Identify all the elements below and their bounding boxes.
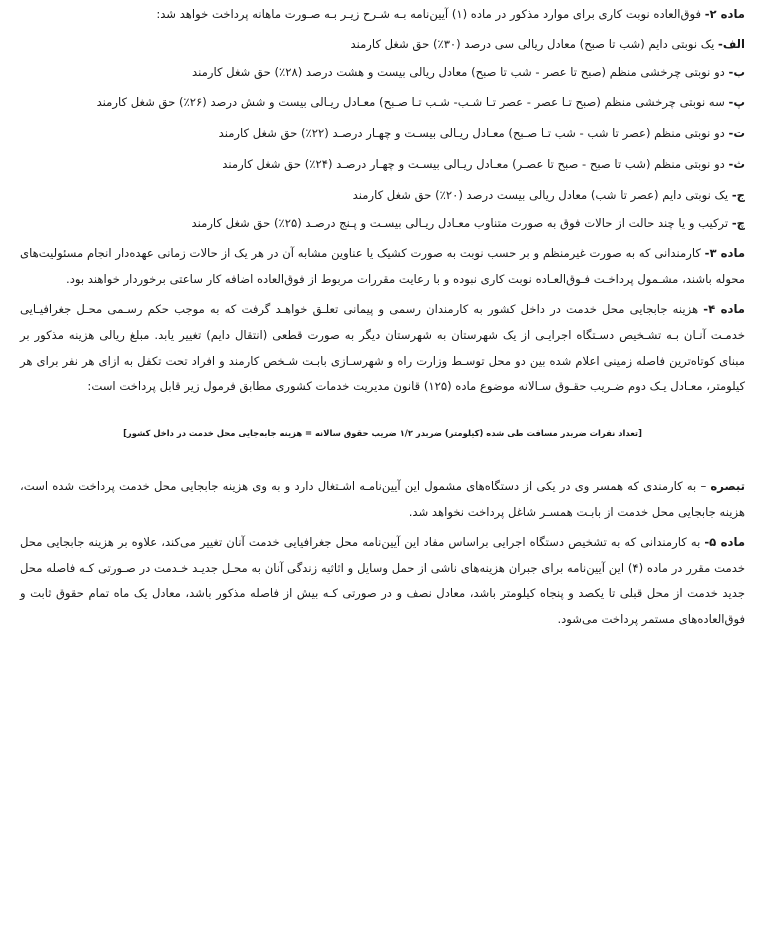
paragraph-label: ماده ۵- bbox=[704, 534, 745, 549]
paragraph-text: دو نوبتی منظم (عصر تا شب - شب تـا صـبح) معـادل ریـالی بیسـت و چهـار درصـد (۲۲٪) حق شغل کارمند bbox=[218, 126, 729, 141]
paragraph-text: ترکیب و یا چند حالت از حالات فوق به صورت متناوب معـادل ریـالی بیسـت و پـنج درصـد (۲۵٪) حق شغل کارمند bbox=[191, 215, 732, 230]
paragraph-text: یک نوبتی دایم (عصر تا شب) معادل ریالی بیست درصد (۲۰٪) حق شغل کارمند bbox=[352, 187, 732, 202]
paragraph-text: فوق‌العاده نوبت کاری برای موارد مذکور در ماده (۱) آیین‌نامه بـه شـرح زیـر بـه صـورت ماهانه پرداخت خواهد شد: bbox=[156, 7, 705, 21]
paragraph-text: – به کارمندی که همسر وی در یکی از دستگاه‌های مشمول این آیین‌نامـه اشـتغال دارد و به وی هزینه جابجایی محل خدمت پرداخت شده است، هزینه جابجایی محل خدمت از بابـت همسـر شاغل پرداخت نخواهد شد. bbox=[20, 479, 745, 519]
paragraph-text: هزینه جابجایی محل خدمت در داخل کشور به کارمندان رسمی و پیمانی تعلـق خواهـد گرفت که به موجب حکم رسـمی محـل جغرافیـایی خدمـت آنـان بـه تشـخیص دسـتگاه اجرایـی از یک شهرستان به شهرستان دیگر به صورت قطعی (انتقال دایم) تغییر یابد. مبلغ ریالی هزینه مذکور بر مبنای کوتاه‌ترین فاصله زمینی اعلام شده بین دو محل توسـط وزارت راه و شهرسـازی بابـت شـخص کارمند و افراد تحت تکفل به ازای هر نفر برای هر کیلومتر، معـادل یـک دوم ضـریب حقـوق سـالانه موضوع ماده (۱۲۵) قانون مدیریت خدمات کشوری مطابق فرمول زیر قابل پرداخت است: bbox=[20, 301, 745, 394]
paragraph-label: ج- bbox=[731, 187, 745, 202]
clause-che bbox=[20, 211, 745, 237]
paragraph-text: کارمندانی که به صورت غیرمنظم و بر حسب نوبت به صورت کشیک یا عناوین مشابه آن در هر یک از حالات زمانی عهده‌دار انجام مسئولیت‌های محوله باشند، مشـمول پرداخـت فـوق‌العـاده نوبت کاری نبوده و با رعایت مقررات مربوط از فوق‌العاده اضافه کار ساعتی برخوردار خواهند بود. bbox=[20, 246, 745, 287]
cost-formula: [تعداد نفرات ضربدر مسافت طی شده (کیلومتر) ضربدر ۱/۲ ضریب حقوق سالانه = هزینه جابه‌جایی محل خدمت در داخل کشور] bbox=[123, 428, 642, 439]
article-5-paragraph bbox=[20, 530, 745, 633]
clause-te bbox=[20, 121, 745, 147]
paragraph-text: دو نوبتی چرخشی منظم (صبح تا عصر - شب تا صبح) معادل ریالی بیست و هشت درصد (۲۸٪) حق شغل کارمند bbox=[192, 64, 729, 79]
paragraph-text: یک نوبتی دایم (شب تا صبح) معادل ریالی سی درصد (۳۰٪) حق شغل کارمند bbox=[350, 36, 719, 51]
paragraph-label: ماده ۴- bbox=[703, 301, 745, 316]
article-2-paragraph bbox=[20, 2, 745, 28]
paragraph-label: ث- bbox=[728, 156, 745, 171]
clause-jim bbox=[20, 183, 745, 209]
paragraph-label: الف- bbox=[718, 36, 745, 51]
article-4-paragraph bbox=[20, 297, 745, 400]
paragraph-text: به کارمندانی که به تشخیص دستگاه اجرایی براساس مفاد این آیین‌نامه محل جغرافیایی خدمت آنان تغییر می‌کند، علاوه بر هزینه جابجایی محل خدمت مقرر در ماده (۴) این آیین‌نامه برای جبران هزینه‌های ناشی از حمل وسایل و اثاثیه زندگی آنان به محـل جدیـد خـدمت در صـورتی کـه فاصله محل جدید خدمت از محل قبلی تا یکصد و پنجاه کیلومتر باشد، معادل نصف و در صورتی کـه بیش از فاصله مذکور باشد، معادل یک ماه تمام حقوق ثابت و فوق‌العاده‌های مستمر پرداخت می‌شود. bbox=[20, 534, 745, 627]
paragraph-label: پ- bbox=[728, 95, 745, 110]
clause-alef bbox=[20, 32, 745, 58]
paragraph-label: ب- bbox=[728, 64, 745, 79]
clause-pe bbox=[20, 90, 745, 116]
clause-se bbox=[20, 152, 745, 178]
paragraph-label: ماده ۲- bbox=[704, 7, 745, 21]
paragraph-label: چ- bbox=[731, 215, 745, 230]
paragraph-text: سه نوبتی چرخشی منظم (صبح تـا عصر - عصر تـا شـب- شـب تـا صـبح) معـادل ریـالی بیست و شش درصد (۲۶٪) حق شغل کارمند bbox=[96, 95, 729, 110]
clause-be bbox=[20, 60, 745, 86]
note-paragraph bbox=[20, 474, 745, 526]
article-3-paragraph bbox=[20, 241, 745, 293]
document-page bbox=[20, 2, 745, 932]
paragraph-label: تبصره bbox=[710, 479, 745, 494]
paragraph-label: ت- bbox=[728, 126, 745, 141]
paragraph-label: ماده ۳- bbox=[704, 246, 745, 261]
paragraph-text: دو نوبتی منظم (شب تا صبح - صبح تا عصـر) معـادل ریـالی بیسـت و چهـار درصـد (۲۴٪) حق شغل کارمند bbox=[222, 156, 729, 171]
